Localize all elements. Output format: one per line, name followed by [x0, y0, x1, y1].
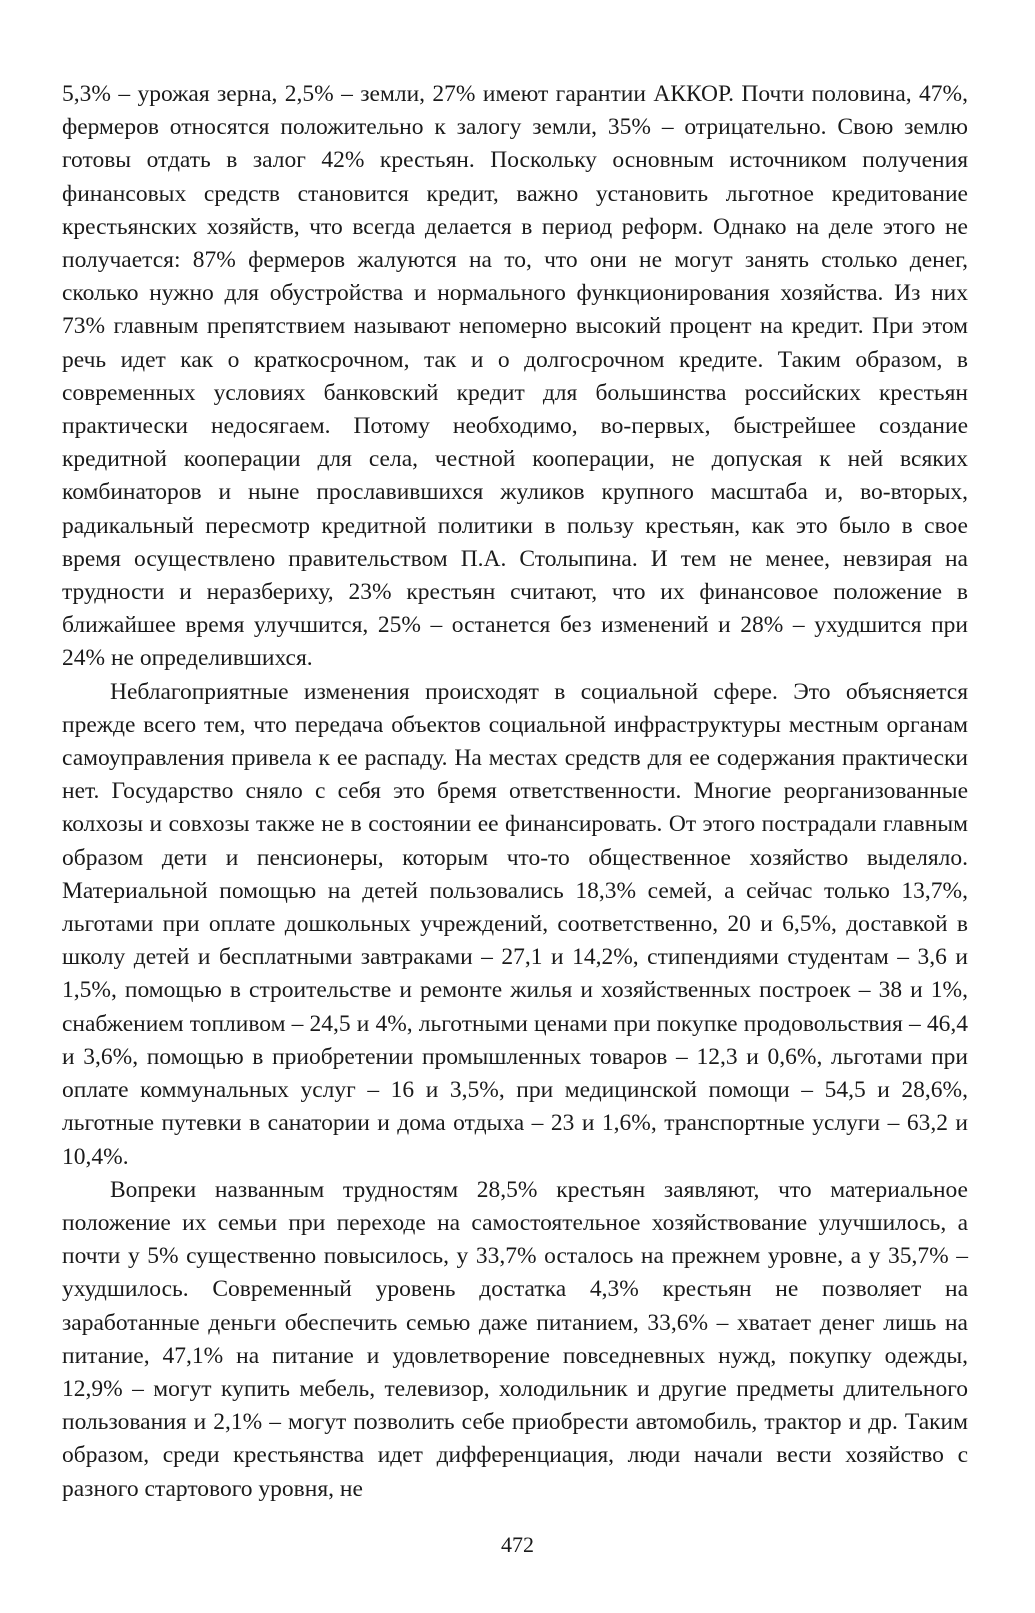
page-number: 472: [501, 1532, 534, 1557]
paragraph-material-situation: Вопреки названным трудностям 28,5% крестьян заявляют, что материальное положение их семьи при переходе на самостоятельное хозяйствование улучшилось, а почти у 5% существенно повысилось, у 33,7% осталось на прежнем уровне, а у 35,7% – ухудшилось. Современный уровень достатка 4,3% крестьян не позволяет на заработанные деньги обеспечить семью даже питанием, 33,6% – хватает денег лишь на питание, 47,1% на питание и удовлетворение повседневных нужд, покупку одежды, 12,9% – могут купить мебель, телевизор, холодильник и другие предметы длительного пользования и 2,1% – могут позволить себе приобрести автомобиль, трактор и др. Таким образом, среди крестьянства идет дифференциация, люди начали вести хозяйство с разного стартового уровня, не: [62, 1176, 968, 1502]
paragraph-continued: 5,3% – урожая зерна, 2,5% – земли, 27% имеют гарантии АККОР. Почти половина, 47%, фермеров относятся положительно к залогу земли, 35% – отрицательно. Свою землю готовы отдать в залог 42% крестьян. Поскольку основным источником получения финансовых средств становится кредит, важно установить льготное кредитование крестьянских хозяйств, что всегда делается в период реформ. Однако на деле этого не получается: 87% фермеров жалуются на то, что они не могут занять столько денег, сколько нужно для обустройства и нормального функционирования хозяйства. Из них 73% главным препятствием называют непомерно высокий процент на кредит. При этом речь идет как о краткосрочном, так и о долгосрочном кредите. Таким образом, в современных условиях банковский кредит для большинства российских крестьян практически недосягаем. Потому необходимо, во-первых, быстрейшее создание кредитной кооперации для села, честной кооперации, не допуская к ней всяких комбинаторов и ныне прославившихся жуликов крупного масштаба и, во-вторых, радикальный пересмотр кредитной политики в пользу крестьян, как это было в свое время осуществлено правительством П.А. Столыпина. И тем не менее, невзирая на трудности и неразбериху, 23% крестьян считают, что их финансовое положение в ближайшее время улучшится, 25% – останется без изменений и 28% – ухудшится при 24% не определившихся.: [62, 81, 968, 672]
body-text: [62, 78, 968, 1506]
paragraph-social-sphere: Неблагоприятные изменения происходят в социальной сфере. Это объясняется прежде всего тем, что передача объектов социальной инфраструктуры местным органам самоуправления привела к ее распаду. На местах средств для ее содержания практически нет. Государство сняло с себя это бремя ответственности. Многие реорганизованные колхозы и совхозы также не в состоянии ее финансировать. От этого пострадали главным образом дети и пенсионеры, которым что-то общественное хозяйство выделяло. Материальной помощью на детей пользовались 18,3% семей, а сейчас только 13,7%, льготами при оплате дошкольных учреждений, соответственно, 20 и 6,5%, доставкой в школу детей и бесплатными завтраками – 27,1 и 14,2%, стипендиями студентам – 3,6 и 1,5%, помощью в строительстве и ремонте жилья и хозяйственных построек – 38 и 1%, снабжением топливом – 24,5 и 4%, льготными ценами при покупке продовольствия – 46,4 и 3,6%, помощью в приобретении промышленных товаров – 12,3 и 0,6%, льготами при оплате коммунальных услуг – 16 и 3,5%, при медицинской помощи – 54,5 и 28,6%, льготные путевки в санатории и дома отдыха – 23 и 1,6%, транспортные услуги – 63,2 и 10,4%.: [62, 678, 968, 1170]
